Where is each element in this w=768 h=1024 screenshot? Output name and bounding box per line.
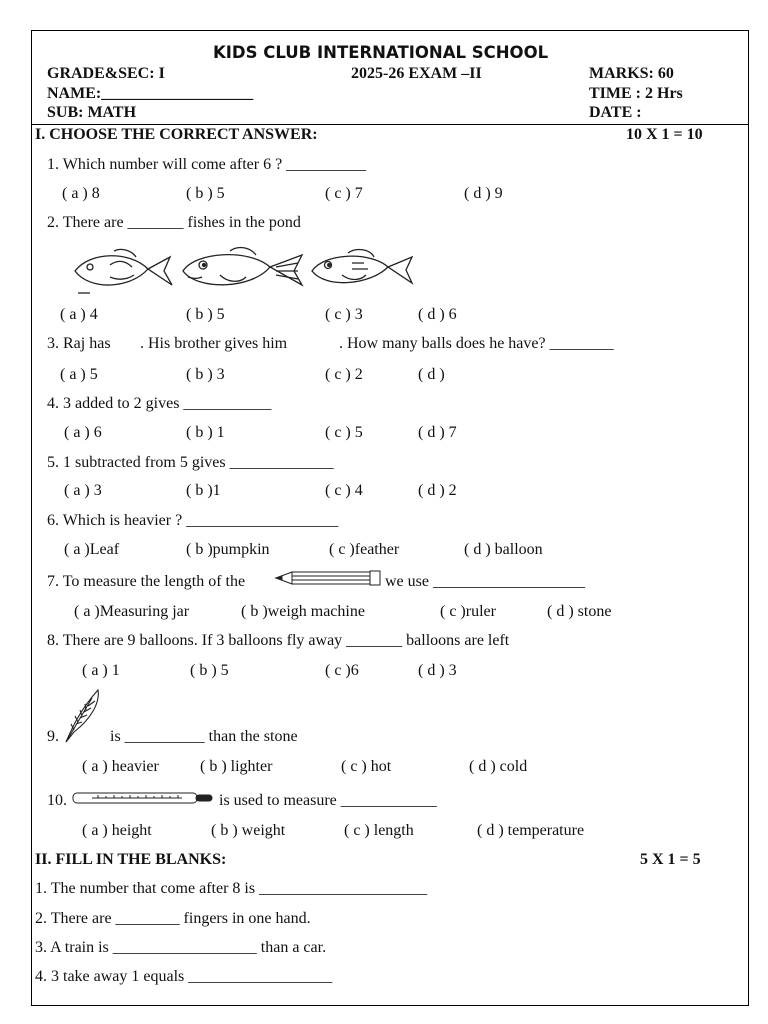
option-b: ( b ) 5 xyxy=(186,185,225,202)
option-d: ( d ) stone xyxy=(547,603,612,620)
question-7-part1: 7. To measure the length of the xyxy=(47,573,246,590)
option-b: ( b )pumpkin xyxy=(186,541,270,558)
name-field: NAME:___________________ xyxy=(47,85,254,102)
subject: SUB: MATH xyxy=(47,104,137,121)
option-a: ( a ) 6 xyxy=(64,424,102,441)
option-d: ( d ) cold xyxy=(469,758,528,775)
option-c: ( c )6 xyxy=(325,662,359,679)
option-d: ( d ) 2 xyxy=(418,482,457,499)
question-2: 2. There are _______ fishes in the pond xyxy=(47,214,301,231)
option-b: ( b ) lighter xyxy=(200,758,273,775)
option-a: ( a )Leaf xyxy=(64,541,120,558)
question-4: 4. 3 added to 2 gives ___________ xyxy=(47,395,272,412)
option-a: ( a ) 1 xyxy=(82,662,120,679)
thermometer-icon xyxy=(72,790,216,806)
option-b: ( b )1 xyxy=(186,482,221,499)
question-7-part2: we use ___________________ xyxy=(385,573,585,590)
section1-marks: 10 X 1 = 10 xyxy=(626,126,703,143)
option-c: ( c ) 7 xyxy=(325,185,363,202)
exam-time: TIME : 2 Hrs xyxy=(589,85,683,102)
option-d: ( d ) 7 xyxy=(418,424,457,441)
question-8: 8. There are 9 balloons. If 3 balloons fly away _______ balloons are left xyxy=(47,632,510,649)
fill-blank-item: 1. The number that come after 8 is _____________________ xyxy=(35,880,428,897)
question-5: 5. 1 subtracted from 5 gives _____________ xyxy=(47,454,334,471)
fill-blank-item: 2. There are ________ fingers in one hand. xyxy=(35,910,311,927)
option-b: ( b ) 3 xyxy=(186,366,225,383)
option-c: ( c ) 3 xyxy=(325,306,363,323)
option-c: ( c ) 5 xyxy=(325,424,363,441)
option-a: ( a ) heavier xyxy=(82,758,159,775)
fill-blank-item: 3. A train is __________________ than a car. xyxy=(35,939,327,956)
question-3-part1: 3. Raj has xyxy=(47,335,111,352)
question-9-number: 9. xyxy=(47,728,59,745)
option-d: ( d ) temperature xyxy=(477,822,585,839)
question-1: 1. Which number will come after 6 ? __________ xyxy=(47,156,367,173)
fish-illustration xyxy=(70,245,420,297)
section2-title: II. FILL IN THE BLANKS: xyxy=(35,851,227,868)
grade-section: GRADE&SEC: I xyxy=(47,65,165,82)
option-a: ( a ) 8 xyxy=(62,185,100,202)
option-a: ( a ) 3 xyxy=(64,482,102,499)
exam-title: 2025-26 EXAM –II xyxy=(351,65,482,82)
date-field: DATE : xyxy=(589,104,642,121)
header-divider xyxy=(31,124,749,125)
question-10-number: 10. xyxy=(47,792,67,809)
option-d: ( d ) 6 xyxy=(418,306,457,323)
feather-icon xyxy=(62,688,104,744)
option-b: ( b ) 5 xyxy=(190,662,229,679)
question-9-text: is __________ than the stone xyxy=(110,728,298,745)
option-b: ( b )weigh machine xyxy=(241,603,365,620)
school-name: KIDS CLUB INTERNATIONAL SCHOOL xyxy=(213,43,549,62)
option-d: ( d ) 3 xyxy=(418,662,457,679)
option-c: ( c ) length xyxy=(344,822,414,839)
option-c: ( c )feather xyxy=(329,541,400,558)
total-marks: MARKS: 60 xyxy=(589,65,674,82)
option-b: ( b ) weight xyxy=(211,822,286,839)
section1-title: I. CHOOSE THE CORRECT ANSWER: xyxy=(35,126,318,143)
option-a: ( a ) height xyxy=(82,822,152,839)
option-b: ( b ) 5 xyxy=(186,306,225,323)
section2-marks: 5 X 1 = 5 xyxy=(640,851,701,868)
option-a: ( a )Measuring jar xyxy=(74,603,190,620)
option-d: ( d ) xyxy=(418,366,445,383)
option-c: ( c ) 2 xyxy=(325,366,363,383)
option-d: ( d ) balloon xyxy=(464,541,543,558)
question-3-part2: . His brother gives him xyxy=(140,335,288,352)
option-a: ( a ) 5 xyxy=(60,366,98,383)
option-c: ( c ) hot xyxy=(341,758,392,775)
option-c: ( c )ruler xyxy=(440,603,496,620)
question-3-part3: . How many balls does he have? ________ xyxy=(339,335,614,352)
option-d: ( d ) 9 xyxy=(464,185,503,202)
option-a: ( a ) 4 xyxy=(60,306,98,323)
option-b: ( b ) 1 xyxy=(186,424,225,441)
question-10-text: is used to measure ____________ xyxy=(219,792,437,809)
option-c: ( c ) 4 xyxy=(325,482,363,499)
question-6: 6. Which is heavier ? ___________________ xyxy=(47,512,339,529)
fill-blank-item: 4. 3 take away 1 equals __________________ xyxy=(35,968,333,985)
pencil-icon xyxy=(276,571,382,585)
